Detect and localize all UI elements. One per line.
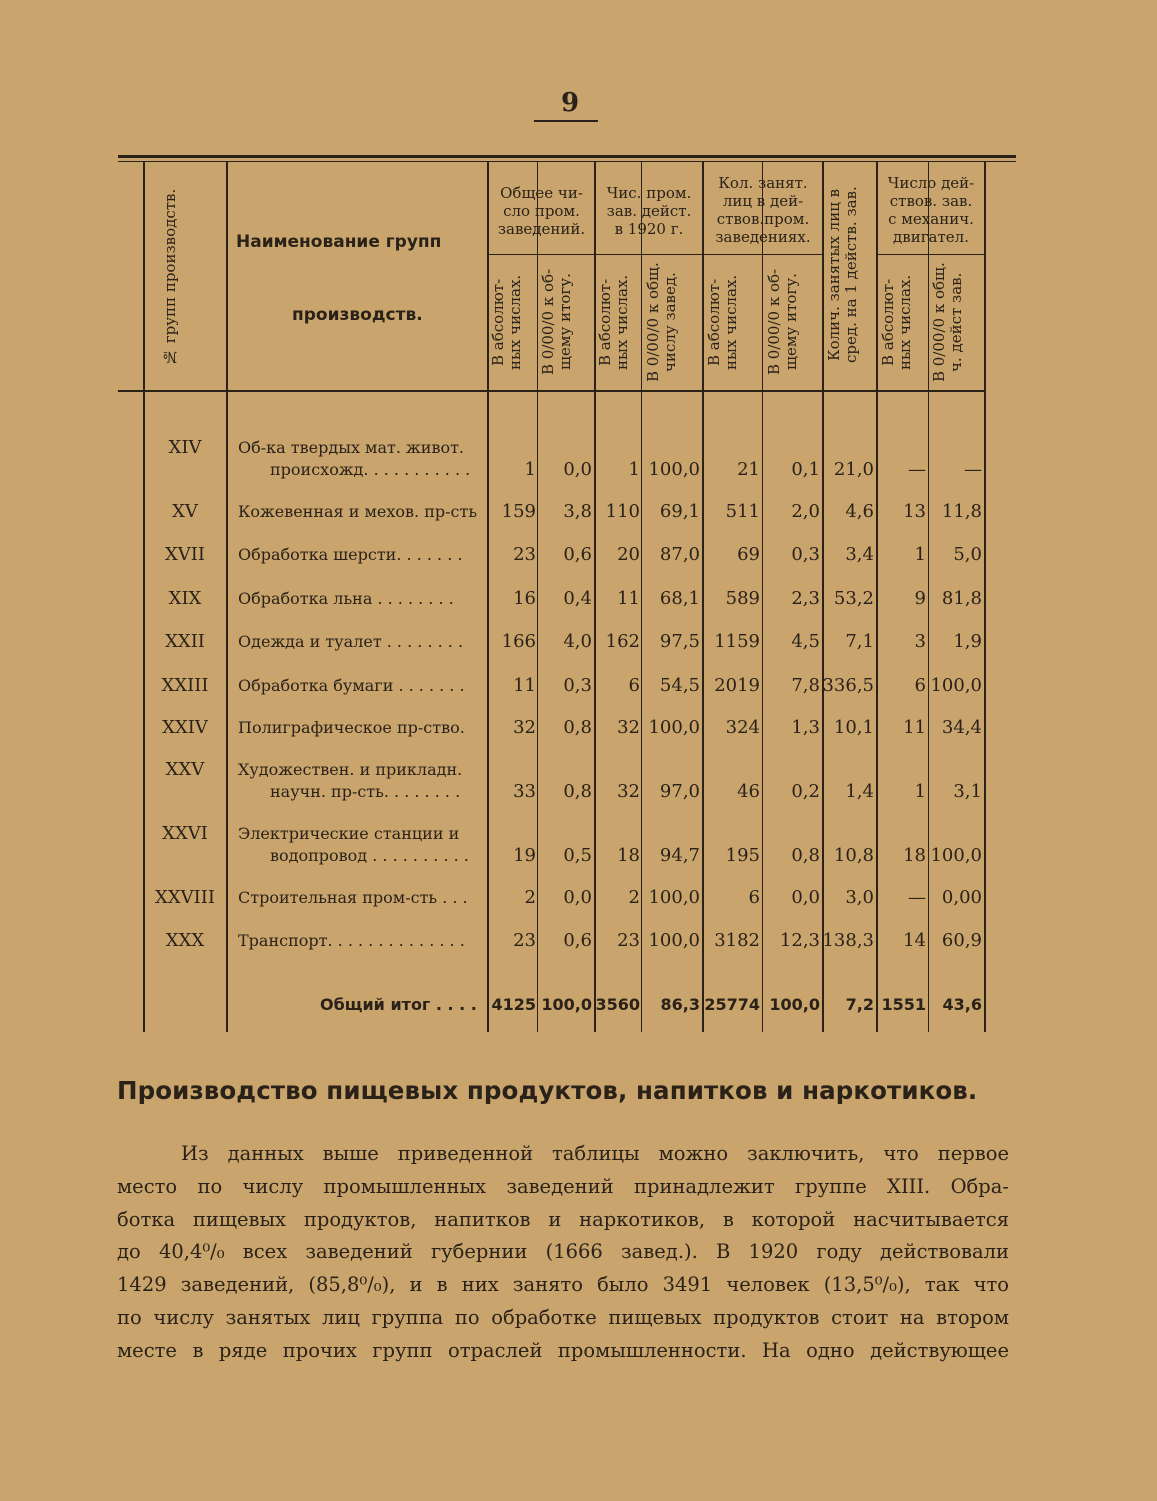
table-cell: 1,9	[953, 631, 982, 652]
group-code: XXIV	[162, 717, 208, 738]
header-group-active: Чис. пром. зав. дейст. в 1920 г.	[606, 184, 692, 238]
paragraph-line: по числу занятых лиц группа по обработке пищевых продуктов стоит на втором	[117, 1305, 1009, 1329]
total-cell: 3560	[595, 995, 640, 1014]
group-code: XV	[172, 501, 198, 522]
header-sub-abs: В абсолют- ных числах.	[705, 274, 740, 370]
table-cell: 0,6	[563, 930, 592, 951]
table-cell: 100,0	[930, 845, 982, 866]
table-cell: 3,8	[563, 501, 592, 522]
table-cell: 6	[628, 675, 640, 696]
total-cell: 100,0	[769, 995, 820, 1014]
group-header-rule	[876, 254, 984, 255]
table-cell: 1159	[714, 631, 760, 652]
table-cell: 18	[903, 845, 926, 866]
table-cell: 13	[903, 501, 926, 522]
table-cell: 16	[513, 588, 536, 609]
header-sub-pct: В 0/00/0 к об- щему итогу.	[539, 268, 574, 376]
table-cell: 0,3	[791, 544, 820, 565]
table-cell: 32	[617, 781, 640, 802]
table-cell: 1,4	[845, 781, 874, 802]
table-cell: 14	[903, 930, 926, 951]
table-cell: 336,5	[822, 675, 874, 696]
group-code: XXII	[165, 631, 205, 652]
group-code: XVII	[164, 544, 206, 565]
table-cell: 2	[524, 887, 536, 908]
table-cell: 100,0	[648, 930, 700, 951]
table-cell: 0,3	[563, 675, 592, 696]
table-cell: 138,3	[822, 930, 874, 951]
col-line	[984, 162, 986, 1032]
paragraph-line: 1429 заведений, (85,8⁰/₀), и в них занято было 3491 человек (13,5⁰/₀), так что	[117, 1273, 1009, 1297]
total-cell: 4125	[491, 995, 536, 1014]
statistics-table	[118, 162, 1016, 1032]
table-cell: 69	[737, 544, 760, 565]
page-number: 9	[560, 88, 580, 118]
total-cell: 86,3	[660, 995, 700, 1014]
table-cell: 53,2	[833, 588, 874, 609]
table-cell: 511	[725, 501, 760, 522]
table-cell: 3,1	[953, 781, 982, 802]
header-group-code: № групп производств.	[161, 188, 179, 366]
table-cell: 100,0	[648, 887, 700, 908]
table-cell: 166	[501, 631, 536, 652]
table-cell: 0,0	[563, 887, 592, 908]
table-cell: 97,0	[659, 781, 700, 802]
table-cell: 3182	[714, 930, 760, 951]
table-cell: 0,2	[791, 781, 820, 802]
col-line	[537, 162, 538, 1032]
table-cell: 0,8	[791, 845, 820, 866]
table-cell: 7,1	[845, 631, 874, 652]
body-paragraph	[117, 1138, 1009, 1368]
group-name-line2: научн. пр-сть. . . . . . . .	[270, 782, 461, 801]
table-cell: 110	[605, 501, 640, 522]
table-cell: 100,0	[648, 717, 700, 738]
table-cell: 0,8	[563, 717, 592, 738]
table-cell: 21,0	[833, 459, 874, 480]
table-cell: 4,6	[845, 501, 874, 522]
table-cell: 46	[737, 781, 760, 802]
paragraph-line: место по числу промышленных заведений принадлежит группе XIII. Обра-	[117, 1174, 1009, 1198]
header-name-line2: производств.	[292, 305, 423, 325]
col-line	[702, 162, 704, 1032]
group-name: Строительная пром-сть . . .	[238, 888, 468, 907]
table-cell: 3	[914, 631, 926, 652]
table-cell: 2,0	[791, 501, 820, 522]
group-code: XXX	[165, 930, 205, 951]
table-cell: 94,7	[659, 845, 700, 866]
table-cell: 19	[513, 845, 536, 866]
section-title: Производство пищевых продуктов, напитков и наркотиков.	[117, 1076, 978, 1105]
paragraph-line: месте в ряде прочих групп отраслей промышленности. На одно действующее	[117, 1338, 1009, 1362]
table-cell: 4,5	[791, 631, 820, 652]
table-cell: 23	[513, 930, 536, 951]
table-cell: 21	[737, 459, 760, 480]
table-cell: 1	[628, 459, 640, 480]
header-sub-pct: В 0/00/0 к общ. ч. дейст зав.	[930, 262, 965, 382]
table-cell: 11,8	[941, 501, 982, 522]
table-cell: 11	[513, 675, 536, 696]
table-cell: 4,0	[563, 631, 592, 652]
total-cell: 100,0	[541, 995, 592, 1014]
group-name-line2: происхожд. . . . . . . . . . .	[270, 460, 471, 479]
table-cell: 1	[524, 459, 536, 480]
table-cell: 32	[617, 717, 640, 738]
table-top-rule	[118, 155, 1016, 158]
total-cell: 25774	[704, 995, 760, 1014]
table-cell: 60,9	[941, 930, 982, 951]
table-cell: 162	[605, 631, 640, 652]
table-cell: 0,0	[791, 887, 820, 908]
table-cell: 54,5	[659, 675, 700, 696]
group-header-rule	[487, 254, 822, 255]
table-cell: 100,0	[930, 675, 982, 696]
group-name: Транспорт. . . . . . . . . . . . . .	[238, 931, 465, 950]
group-code: XIV	[168, 437, 202, 458]
col-line	[928, 162, 929, 1032]
group-name: Одежда и туалет . . . . . . . .	[238, 632, 464, 651]
table-cell: 0,5	[563, 845, 592, 866]
table-cell: 11	[617, 588, 640, 609]
table-cell: —	[908, 459, 926, 480]
group-name: Полиграфическое пр-ство.	[238, 718, 465, 737]
group-code: XXV	[165, 759, 205, 780]
table-cell: 10,8	[833, 845, 874, 866]
group-name: Кожевенная и мехов. пр-сть	[238, 502, 478, 521]
table-cell: 0,1	[791, 459, 820, 480]
col-line	[876, 162, 878, 1032]
table-cell: 589	[725, 588, 760, 609]
total-cell: 7,2	[845, 995, 874, 1014]
table-cell: 1,3	[791, 717, 820, 738]
table-cell: 0,8	[563, 781, 592, 802]
page-number-rule	[534, 120, 598, 122]
header-group-persons: Кол. занят. лиц в дей- ствов.пром. заведениях.	[715, 174, 811, 246]
table-cell: 11	[903, 717, 926, 738]
table-cell: 20	[617, 544, 640, 565]
table-cell: 97,5	[659, 631, 700, 652]
table-cell: 34,4	[941, 717, 982, 738]
table-cell: 3,4	[845, 544, 874, 565]
col-line	[762, 162, 763, 1032]
total-cell: 43,6	[942, 995, 982, 1014]
table-cell: 0,0	[563, 459, 592, 480]
table-cell: 5,0	[953, 544, 982, 565]
table-cell: 100,0	[648, 459, 700, 480]
group-name-line1: Электрические станции и	[238, 824, 460, 843]
table-cell: 33	[513, 781, 536, 802]
table-cell: 0,4	[563, 588, 592, 609]
header-group-avg: Колич. занятых лиц в сред. на 1 действ. зав.	[825, 186, 860, 364]
group-name: Обработка льна . . . . . . . .	[238, 589, 454, 608]
table-cell: 69,1	[659, 501, 700, 522]
table-cell: 0,6	[563, 544, 592, 565]
col-line	[822, 162, 824, 1032]
table-cell: 2,3	[791, 588, 820, 609]
total-cell: 1551	[881, 995, 926, 1014]
table-cell: 68,1	[659, 588, 700, 609]
table-cell: 10,1	[833, 717, 874, 738]
header-sub-pct: В 0/00/0 к об- щему итогу.	[765, 268, 800, 376]
table-cell: 9	[914, 588, 926, 609]
paragraph-line: до 40,4⁰/₀ всех заведений губернии (1666 завед.). В 1920 году действовали	[117, 1240, 1009, 1264]
group-name-line1: Об-ка твердых мат. живот.	[238, 438, 465, 457]
table-cell: 1	[914, 781, 926, 802]
header-bottom-rule	[118, 390, 984, 392]
group-code: XXVIII	[155, 887, 215, 908]
header-group-total: Общее чи- сло пром. заведений.	[497, 184, 586, 238]
table-cell: —	[964, 459, 982, 480]
table-cell: 1	[914, 544, 926, 565]
header-sub-abs: В абсолют- ных числах.	[879, 274, 914, 370]
header-sub-pct: В 0/00/0 к общ. числу завед.	[644, 262, 679, 382]
table-cell: —	[908, 887, 926, 908]
header-group-engines: Число дей- ствов. зав. с механич. двигател.	[887, 174, 975, 246]
paragraph-line: ботка пищевых продуктов, напитков и наркотиков, в которой насчитывается	[117, 1207, 1009, 1231]
table-cell: 7,8	[791, 675, 820, 696]
table-cell: 6	[748, 887, 760, 908]
group-name-line1: Художествен. и прикладн.	[238, 760, 463, 779]
table-cell: 23	[513, 544, 536, 565]
header-sub-abs: В абсолют- ных числах.	[489, 274, 524, 370]
table-cell: 6	[914, 675, 926, 696]
header-name-line1: Наименование групп	[236, 232, 442, 252]
col-line	[226, 162, 228, 1032]
table-cell: 18	[617, 845, 640, 866]
col-line	[641, 162, 642, 1032]
total-label: Общий итог . . . .	[320, 995, 477, 1014]
header-sub-abs: В абсолют- ных числах.	[596, 274, 631, 370]
table-cell: 159	[501, 501, 536, 522]
group-name-line2: водопровод . . . . . . . . . .	[270, 846, 469, 865]
table-cell: 81,8	[941, 588, 982, 609]
group-code: XXVI	[162, 823, 208, 844]
group-code: XIX	[168, 588, 202, 609]
group-name: Обработка шерсти. . . . . . .	[238, 545, 463, 564]
table-cell: 23	[617, 930, 640, 951]
paragraph-line: Из данных выше приведенной таблицы можно заключить, что первое	[181, 1142, 1009, 1165]
table-cell: 3,0	[845, 887, 874, 908]
group-code: XXIII	[161, 675, 209, 696]
table-cell: 2	[628, 887, 640, 908]
table-cell: 12,3	[779, 930, 820, 951]
table-cell: 2019	[714, 675, 760, 696]
table-cell: 32	[513, 717, 536, 738]
table-cell: 87,0	[659, 544, 700, 565]
table-cell: 0,00	[941, 887, 982, 908]
table-cell: 324	[725, 717, 760, 738]
table-cell: 195	[725, 845, 760, 866]
group-name: Обработка бумаги . . . . . . .	[238, 676, 465, 695]
